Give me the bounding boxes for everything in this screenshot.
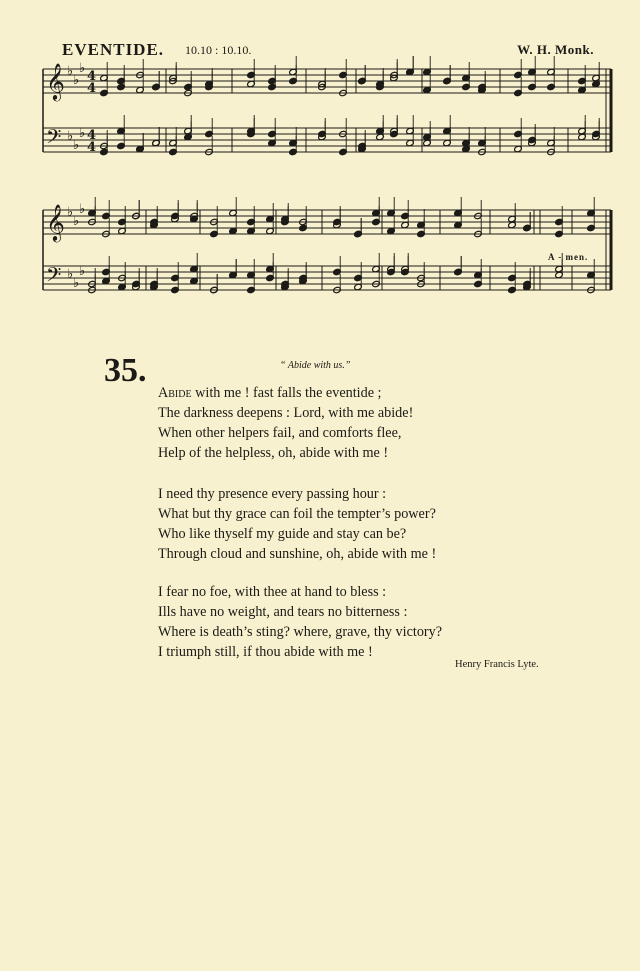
- verse-line: Ills have no weight, and tears no bitterness :: [158, 604, 408, 620]
- flat-icon: ♭: [73, 73, 80, 88]
- verse-line: The darkness deepens : Lord, with me abide!: [158, 405, 414, 421]
- amen-label: A - men.: [548, 252, 589, 262]
- flat-icon: ♭: [79, 264, 86, 279]
- treble-clef-icon: 𝄞: [46, 203, 65, 241]
- bass-clef-icon: 𝄢: [46, 125, 62, 153]
- flat-icon: ♭: [67, 129, 74, 144]
- bass-clef-icon: 𝄢: [46, 263, 62, 291]
- treble-clef-icon: 𝄞: [46, 62, 65, 100]
- flat-icon: ♭: [79, 126, 86, 141]
- verse-line: I triumph still, if thou abide with me !: [158, 644, 373, 660]
- verse-line: Through cloud and sunshine, oh, abide with me !: [158, 546, 437, 562]
- first-word: Abide: [158, 385, 192, 401]
- time-signature: 4: [87, 81, 97, 96]
- time-signature: 4: [87, 69, 97, 84]
- verse-line: What but thy grace can foil the tempter’s power?: [158, 506, 436, 522]
- composer: W. H. Monk.: [517, 42, 594, 57]
- verse-line: When other helpers fail, and comforts flee,: [158, 425, 402, 441]
- flat-icon: ♭: [73, 214, 80, 229]
- time-signature: 4: [87, 140, 97, 155]
- verse-line: Abide with me ! fast falls the eventide ;: [158, 385, 382, 401]
- verse-line: Where is death’s sting? where, grave, thy victory?: [158, 624, 443, 640]
- author-credit: Henry Francis Lyte.: [455, 659, 539, 670]
- stanza-1: [158, 383, 413, 463]
- flat-icon: ♭: [67, 267, 74, 282]
- flat-icon: ♭: [73, 276, 80, 291]
- verse-line: I need thy presence every passing hour :: [158, 486, 387, 502]
- stanza-2: [158, 484, 436, 564]
- flat-icon: ♭: [67, 64, 74, 79]
- hymn-subtitle: “ Abide with us.”: [280, 360, 351, 371]
- flat-icon: ♭: [67, 205, 74, 220]
- verse-line: Who like thyself my guide and stay can be?: [158, 526, 407, 542]
- hymn-number: 35.: [104, 352, 147, 389]
- tune-name: EVENTIDE.: [62, 40, 165, 59]
- verse-line: I fear no foe, with thee at hand to bless :: [158, 584, 387, 600]
- time-signature: 4: [87, 128, 97, 143]
- flat-icon: ♭: [73, 138, 80, 153]
- verse-line: Help of the helpless, oh, abide with me !: [158, 445, 389, 461]
- flat-icon: ♭: [79, 61, 86, 76]
- meter: 10.10 : 10.10.: [185, 43, 252, 57]
- stanza-3: [158, 582, 442, 662]
- flat-icon: ♭: [79, 202, 86, 217]
- music-score: [0, 0, 640, 340]
